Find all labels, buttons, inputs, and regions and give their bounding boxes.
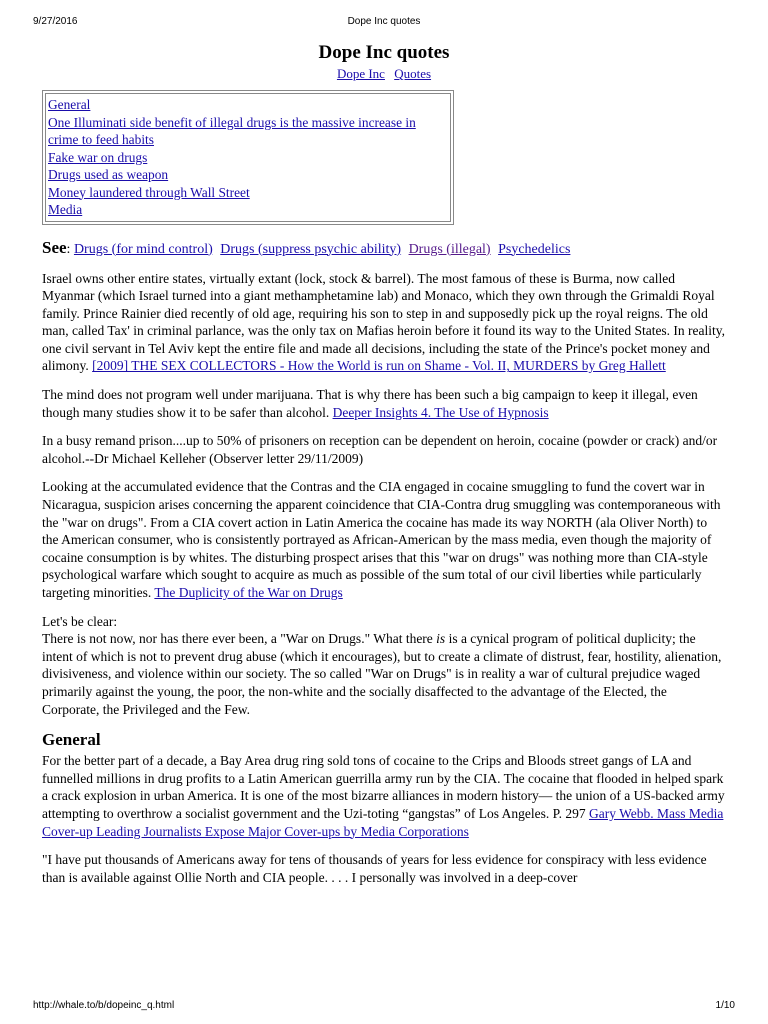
document-body bbox=[42, 40, 726, 886]
link-gary-webb[interactable]: Gary Webb. Mass Media Cover-up Leading Journalists Expose Major Cover-ups by Media Corporations bbox=[42, 805, 724, 839]
nav-link-dope-inc[interactable]: Dope Inc bbox=[336, 66, 385, 81]
paragraph-israel: Israel owns other entire states, virtually extant (lock, stock & barrel). The most famous of these is Burma, now called Myanmar (which Israel turned into a giant methamphetamine lab) and Monaco, which they own through the Grimaldi Royal family. Prince Rainier died recently of old age, requiring his son to step in and supposedly pick up the royal reigns. The old man, called Tax' in criminal parlance, was the only tax on Mafias heroin before it found its way to the United States. In reality, one civil servant in Tel Aviv kept the entire file and made all decisions, including the state of the Prince's pocket money and alimony. [2009] THE SEX COLLECTORS - How the World is run on Shame - Vol. II, MURDERS by Greg Hallett bbox=[42, 270, 726, 374]
paragraph-thousands-americans: "I have put thousands of Americans away for tens of thousands of years for less evidence for conspiracy with less evidence than is available against Ollie North and CIA people. . . . I personally was involved in a deep-cover bbox=[42, 852, 707, 885]
see-link-psychic-ability[interactable]: Drugs (suppress psychic ability) bbox=[220, 241, 402, 257]
nav-link-quotes[interactable]: Quotes bbox=[394, 66, 432, 81]
toc-link-illuminati-crime[interactable]: One Illuminati side benefit of illegal drugs is the massive increase in crime to feed habits bbox=[48, 114, 416, 147]
page-number: 1/10 bbox=[715, 1000, 735, 1011]
paragraph-marijuana: The mind does not program well under marijuana. That is why there has been such a big campaign to keep it illegal, even though many studies show it to be safer than alcohol. Deeper Insights 4. The Use of Hypnosis bbox=[42, 387, 698, 420]
section-heading-general: General bbox=[42, 730, 101, 750]
paragraph-bay-area: For the better part of a decade, a Bay Area drug ring sold tons of cocaine to the Crips and Bloods street gangs of LA and funnelled millions in drug profits to a Latin American guerrilla army run by the CIA. The cocaine that flooded in helped spark a crack explosion in urban America. It is one of the most bizarre alliances in modern history— the union of a US-backed army attempting to overthrow a socialist government and the Uzi-toting “gangstas” of Los Angeles. P. 297 Gary Webb. Mass Media Cover-up Leading Journalists Expose Major Cover-ups by Media Corporations bbox=[42, 753, 725, 839]
toc-link-fake-war[interactable]: Fake war on drugs bbox=[48, 149, 148, 165]
paragraph-remand-prison: In a busy remand prison....up to 50% of prisoners on reception can be dependent on heroin, cocaine (powder or crack) and/or alcohol.--Dr Michael Kelleher (Observer letter 29/11/2009) bbox=[42, 433, 718, 466]
paragraph-lets-be-clear: Let's be clear: There is not now, nor has there ever been, a "War on Drugs." What there is is a cynical program of political duplicity; the intent of which is not to prevent drug abuse (which it encourages), but to create a climate of distrust, fear, hostility, alienation, divisiveness, and violence within our society. The so called "War on Drugs" is in reality a war of cultural prejudice waged primarily against the young, the poor, the non-white and the socially disaffected to the advantage of the Elected, the Corporate, the Privileged and the Few. bbox=[42, 613, 722, 717]
print-title: Dope Inc quotes bbox=[347, 16, 421, 27]
breadcrumb bbox=[42, 66, 726, 82]
see-link-psychedelics[interactable]: Psychedelics bbox=[498, 241, 571, 257]
print-url: http://whale.to/b/dopeinc_q.html bbox=[33, 1000, 175, 1011]
toc-link-drugs-weapon[interactable]: Drugs used as weapon bbox=[48, 167, 169, 182]
see-label: See bbox=[42, 237, 67, 257]
toc-link-general[interactable]: General bbox=[48, 97, 91, 112]
print-header bbox=[33, 16, 735, 30]
see-also: See: Drugs (for mind control) Drugs (suppress psychic ability) Drugs (illegal) Psychedelics bbox=[42, 237, 571, 257]
table-of-contents bbox=[42, 90, 454, 225]
link-sex-collectors[interactable]: [2009] THE SEX COLLECTORS - How the World is run on Shame - Vol. II, MURDERS by Greg Hallett bbox=[92, 358, 666, 374]
toc-link-money-laundered[interactable]: Money laundered through Wall Street bbox=[48, 184, 250, 200]
print-date: 9/27/2016 bbox=[33, 16, 78, 27]
toc-link-media[interactable]: Media bbox=[48, 202, 83, 217]
print-footer bbox=[33, 1000, 735, 1014]
page-title: Dope Inc quotes bbox=[318, 42, 450, 63]
link-deeper-insights[interactable]: Deeper Insights 4. The Use of Hypnosis bbox=[332, 404, 549, 420]
see-link-illegal[interactable]: Drugs (illegal) bbox=[408, 241, 491, 257]
see-link-mind-control[interactable]: Drugs (for mind control) bbox=[73, 241, 213, 257]
link-duplicity-war-on-drugs[interactable]: The Duplicity of the War on Drugs bbox=[154, 585, 343, 600]
paragraph-contras-cia: Looking at the accumulated evidence that the Contras and the CIA engaged in cocaine smuggling to fund the covert war in Nicaragua, suspicion arises concerning the apparent coincidence that CIA-Contra drug smuggling was contemporaneous with the "war on drugs". From a CIA covert action in Latin America the cocaine has made its way NORTH (ala Oliver North) to the American consumer, who is consistently portrayed as African-American by the mass media, even though the majority of cocaine consumption is by whites. The disturbing prospect arises that this "war on drugs" was nothing more than CIA-style psychological warfare which sought to acquire as much as possible of the sum total of our civil liberties while particularly targeting minorities. The Duplicity of the War on Drugs bbox=[42, 479, 721, 600]
